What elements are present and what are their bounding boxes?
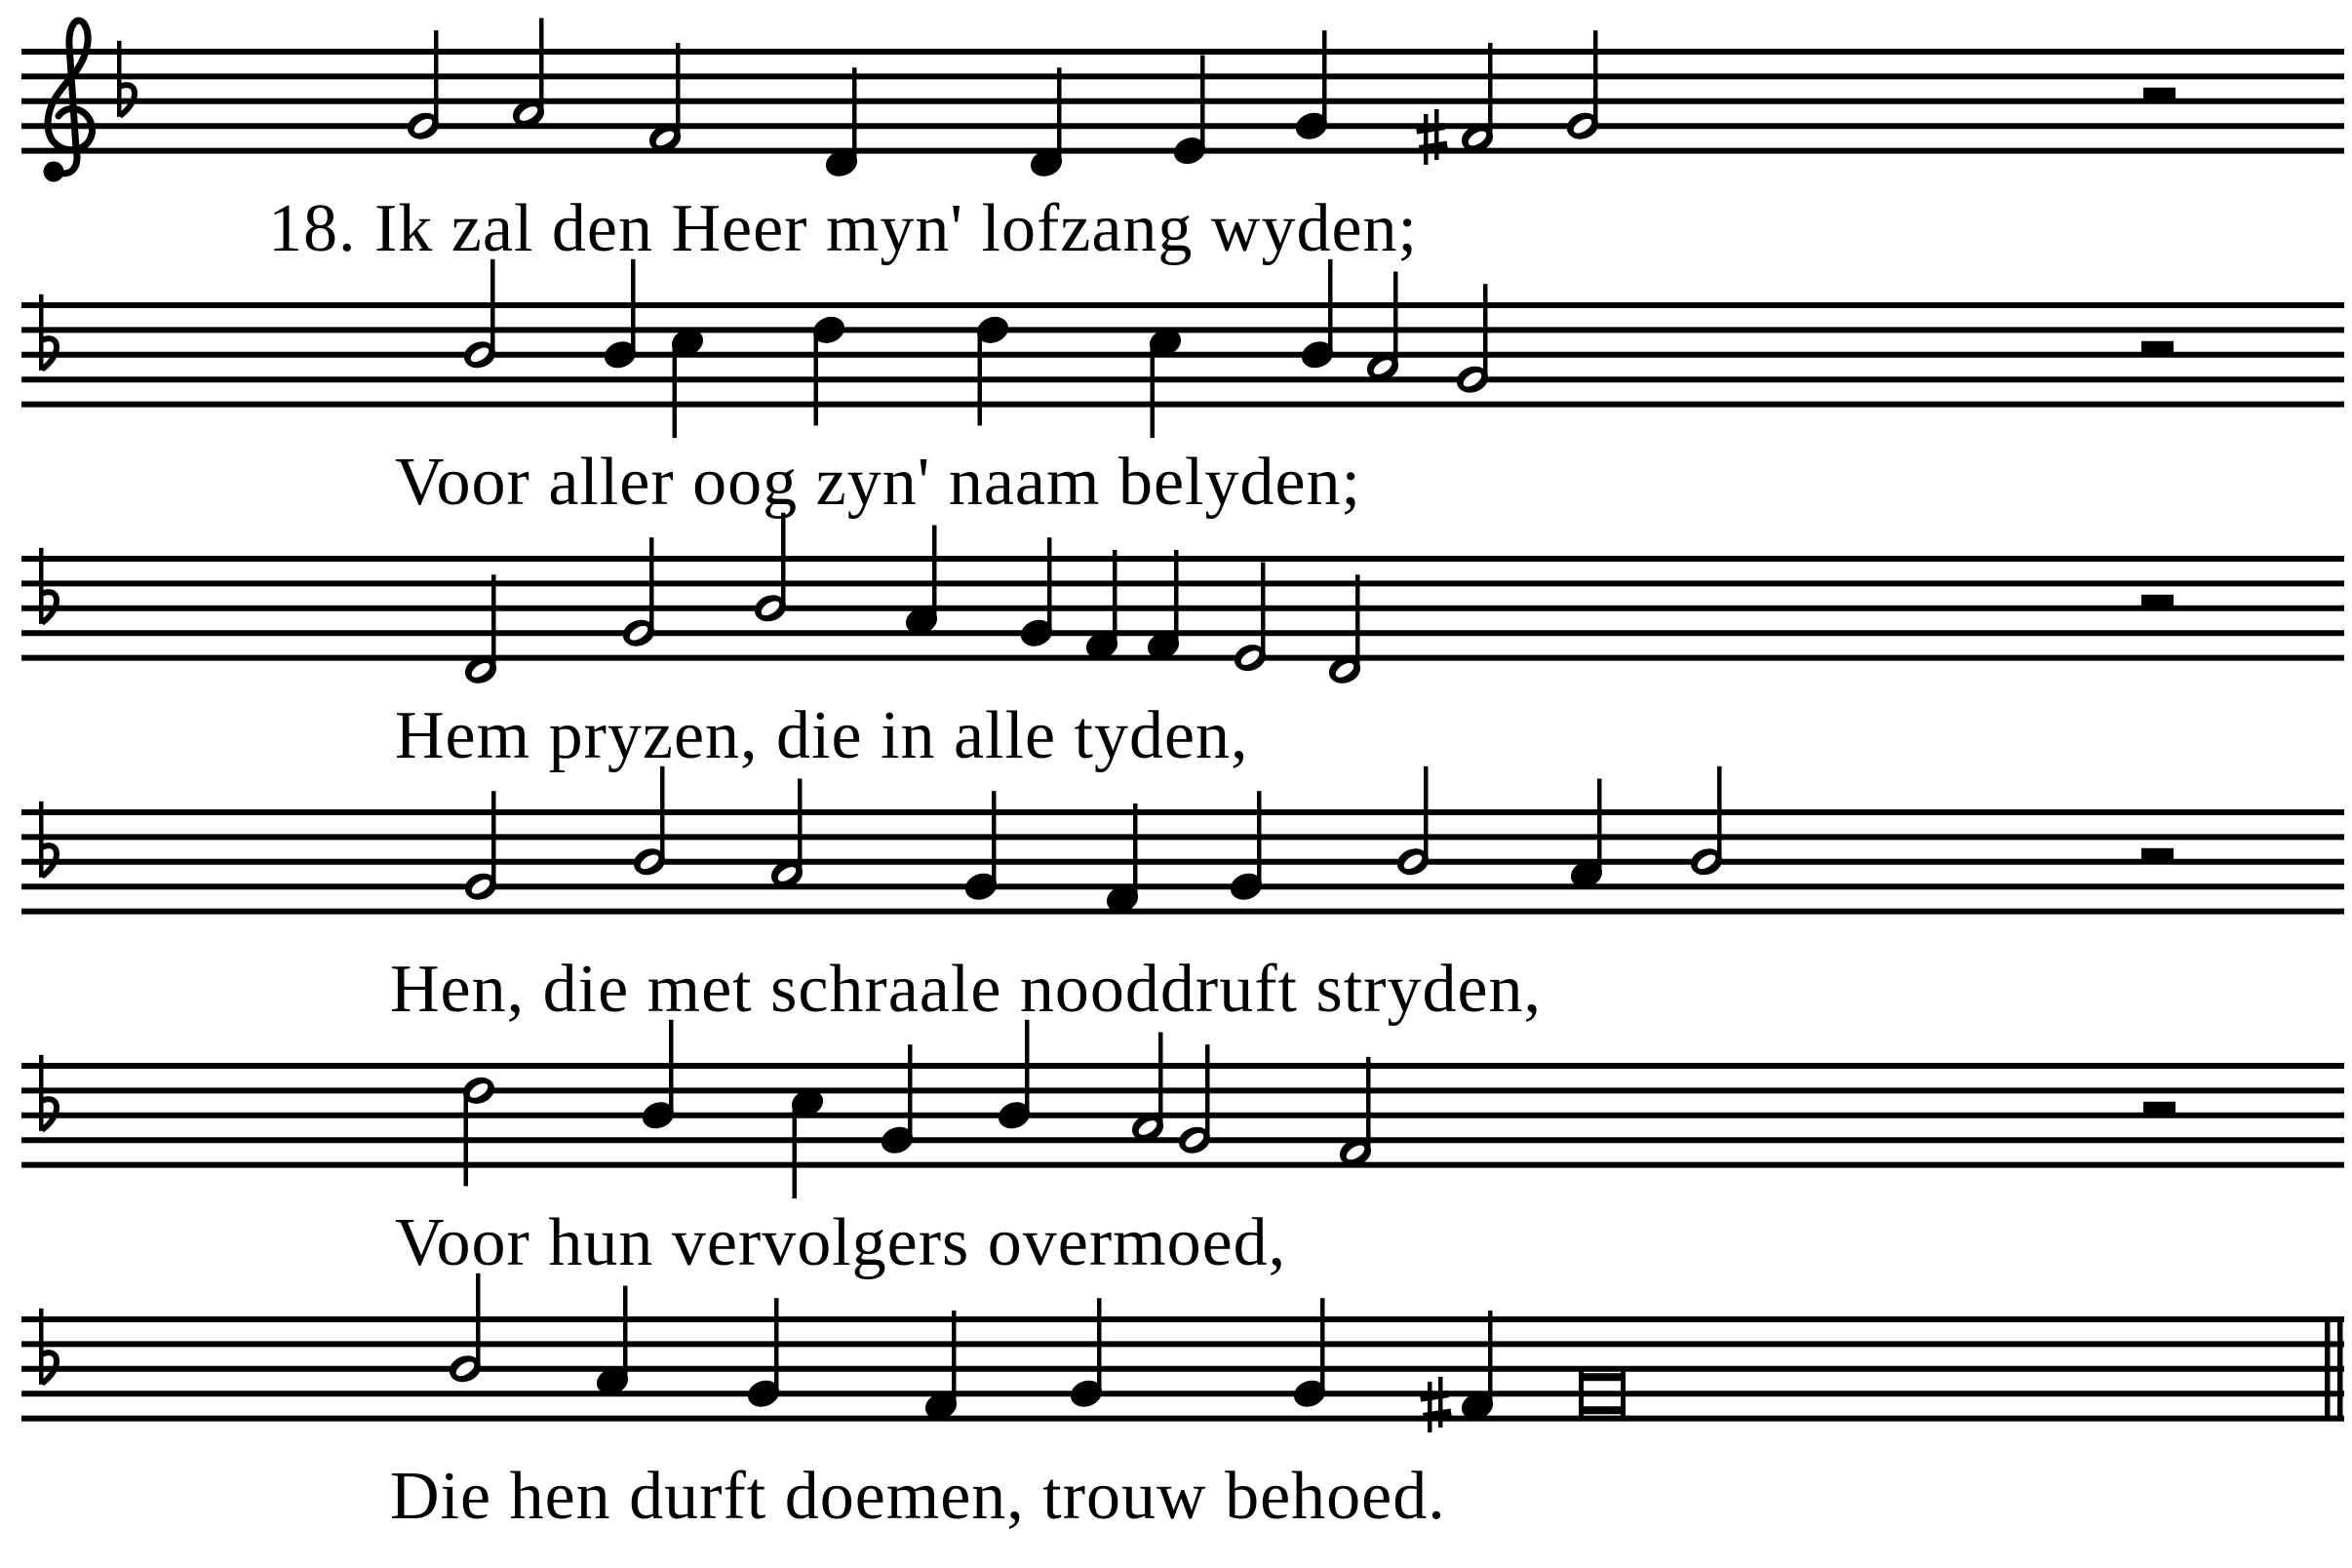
note-G4-quarter — [1292, 30, 1331, 143]
lyric-line-4: Hen, die met schraale nooddruft stryden, — [390, 952, 1543, 1027]
lyric-line-3: Hem pryzen, die in alle tyden, — [395, 698, 1249, 773]
half-rest-icon — [2141, 595, 2174, 609]
note-G4-half — [1563, 30, 1602, 143]
staff-system-1 — [21, 19, 2344, 182]
note-D5-quarter — [973, 312, 1012, 425]
note-G4-half — [461, 791, 500, 904]
note-Bb4-quarter — [639, 1020, 678, 1133]
note-Bb4-half — [460, 259, 499, 372]
note-G4-quarter — [1017, 537, 1056, 650]
note-G4-half — [619, 537, 658, 650]
lyric-line-1: 18. Ik zal den Heer myn' lofzang wyden; — [268, 191, 1418, 266]
note-G4-quarter — [1227, 791, 1266, 904]
note-Bb4-quarter — [1298, 259, 1337, 372]
note-G4-quarter — [961, 791, 1000, 904]
note-E4-quarter — [1170, 56, 1209, 169]
note-G4-quarter — [1067, 1298, 1106, 1411]
note-G4-half — [1175, 1044, 1214, 1157]
note-E4-half — [1231, 563, 1270, 676]
note-G4-quarter — [878, 1044, 917, 1157]
note-G4-quarter — [1290, 1298, 1329, 1411]
note-Bb4-half — [446, 1274, 485, 1387]
note-G4-half — [404, 30, 443, 143]
sharp-accidental-icon — [1420, 1377, 1452, 1432]
lyric-line-6: Die hen durft doemen, trouw behoed. — [390, 1459, 1446, 1534]
sharp-accidental-icon — [1416, 109, 1448, 165]
staff-system-5 — [21, 1020, 2344, 1198]
note-Bb4-half — [751, 513, 790, 626]
half-rest-icon — [2143, 1102, 2176, 1117]
note-Bb4-quarter — [995, 1020, 1034, 1133]
staff-system-4 — [21, 766, 2344, 917]
note-Bb4-quarter — [601, 259, 640, 372]
note-G4-quarter — [744, 1298, 783, 1411]
half-rest-icon — [2143, 88, 2176, 102]
note-Bb4-half — [1393, 766, 1432, 880]
staff-system-6 — [21, 1274, 2344, 1432]
note-Bb4-half — [1687, 766, 1726, 880]
note-Bb4-half — [630, 766, 669, 880]
half-rest-icon — [2141, 848, 2174, 863]
half-rest-icon — [2141, 341, 2174, 356]
lyric-line-5: Voor hun vervolgers overmoed, — [395, 1205, 1287, 1280]
note-D5-half — [459, 1073, 498, 1186]
note-G4-half — [1453, 284, 1492, 397]
staff-system-2 — [21, 259, 2344, 438]
note-D5-quarter — [809, 312, 848, 425]
lyric-line-2: Voor aller oog zyn' naam belyden; — [395, 445, 1361, 520]
staff-system-3 — [21, 513, 2344, 688]
